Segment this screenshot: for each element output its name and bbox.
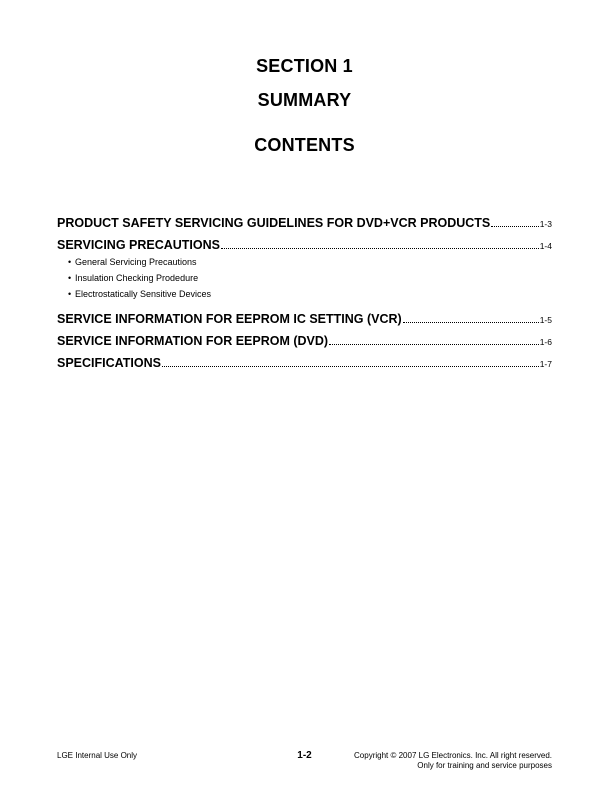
toc-subentry-title: Electrostatically Sensitive Devices xyxy=(75,289,212,299)
contents-heading: CONTENTS xyxy=(254,135,355,155)
toc-leader-dots xyxy=(329,343,539,345)
copyright-line: Copyright © 2007 LG Electronics. Inc. All right reserved. xyxy=(354,751,552,760)
toc-leader-dots xyxy=(162,365,539,367)
purpose-line: Only for training and service purposes xyxy=(417,761,552,770)
footer-copyright xyxy=(354,751,552,771)
toc-leader-dots xyxy=(221,247,539,249)
page-number: 1-2 xyxy=(297,750,312,761)
toc-entry-page: 1-3 xyxy=(539,219,552,229)
toc-entry-product-safety[interactable] xyxy=(57,208,552,230)
section-heading: SECTION 1 xyxy=(256,56,353,76)
toc-entry-title: SERVICING PRECAUTIONS xyxy=(57,238,220,252)
toc-subentry-esd[interactable] xyxy=(57,286,552,302)
toc-subentry-title: General Servicing Precautions xyxy=(75,257,197,267)
toc-entry-specifications[interactable] xyxy=(57,348,552,370)
toc-entry-page: 1-4 xyxy=(539,241,552,251)
toc-subentries xyxy=(57,252,552,304)
toc-entry-eeprom-dvd[interactable] xyxy=(57,326,552,348)
toc-subentry-insulation[interactable] xyxy=(57,270,552,286)
toc-entry-title: SERVICE INFORMATION FOR EEPROM IC SETTING (VCR) xyxy=(57,312,402,326)
toc-entry-page: 1-5 xyxy=(539,315,552,325)
toc-entry-page: 1-6 xyxy=(539,337,552,347)
bullet-icon: • xyxy=(68,257,72,267)
toc-leader-dots xyxy=(403,321,539,323)
toc-leader-dots xyxy=(491,225,538,227)
toc-entry-page: 1-7 xyxy=(539,359,552,369)
toc-entry-servicing-precautions[interactable] xyxy=(57,230,552,252)
footer-internal-use: LGE Internal Use Only xyxy=(57,751,138,760)
bullet-icon: • xyxy=(68,273,72,283)
toc-entry-title: SERVICE INFORMATION FOR EEPROM (DVD) xyxy=(57,334,329,348)
table-of-contents xyxy=(57,208,552,370)
toc-entry-title: PRODUCT SAFETY SERVICING GUIDELINES FOR DVD+VCR PRODUCTS xyxy=(57,216,491,230)
summary-heading: SUMMARY xyxy=(257,90,352,110)
toc-entry-eeprom-vcr[interactable] xyxy=(57,304,552,326)
bullet-icon: • xyxy=(68,289,72,299)
toc-entry-title: SPECIFICATIONS xyxy=(57,356,161,370)
toc-subentry-general[interactable] xyxy=(57,254,552,270)
toc-subentry-title: Insulation Checking Prodedure xyxy=(75,273,199,283)
